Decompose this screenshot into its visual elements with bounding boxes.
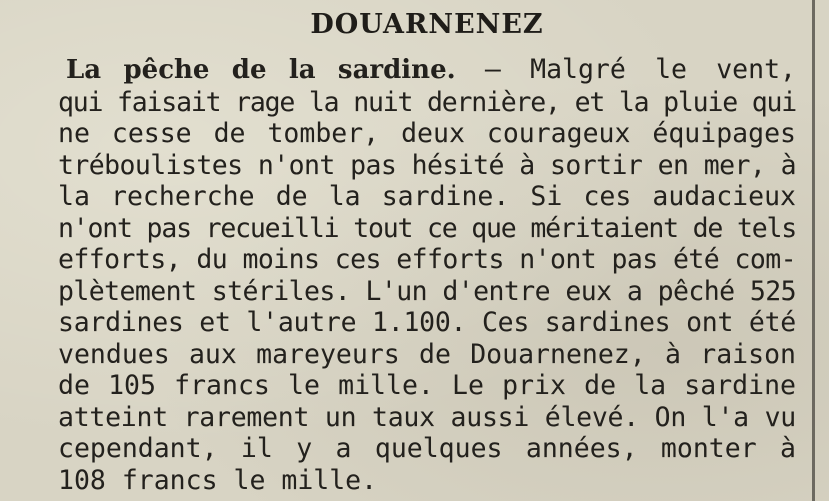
article-lead: La pêche de la sardine. <box>66 55 456 85</box>
article-heading: DOUARNENEZ <box>310 9 544 40</box>
article-line-11: de 105 francs le mille. Le prix de la sardine <box>58 370 796 401</box>
article-line-5: la recherche de la sardine. Si ces audacieux <box>58 181 796 212</box>
article-line-13: cependant, il y a quelques années, monter à <box>58 433 796 464</box>
column-rule <box>812 0 815 501</box>
article-line-12: atteint rarement un taux aussi élevé. On l'a vu <box>58 401 796 433</box>
article-line-6: n'ont pas recueilli tout ce que méritaient de tels <box>58 212 796 244</box>
article-line-4: tréboulistes n'ont pas hésité à sortir en mer, à <box>58 149 796 181</box>
article-line-3: ne cesse de tomber, deux courageux équipages <box>58 118 796 149</box>
article-line-8: plètement stériles. L'un d'entre eux a pêché 525 <box>58 275 796 307</box>
article-line-9: sardines et l'autre 1.100. Ces sardines ont été <box>58 307 796 338</box>
article-line-10: vendues aux mareyeurs de Douarnenez, à raison <box>58 338 796 370</box>
article-line-7: efforts, du moins ces efforts n'ont pas été com- <box>58 244 796 275</box>
news-article <box>58 6 796 496</box>
article-line-1-rest: — Malgré le vent, <box>455 54 796 85</box>
article-line-14: 108 francs le mille. <box>58 464 378 496</box>
article-line-1 <box>58 54 796 87</box>
article-line-2: qui faisait rage la nuit dernière, et la pluie qui <box>58 86 796 118</box>
